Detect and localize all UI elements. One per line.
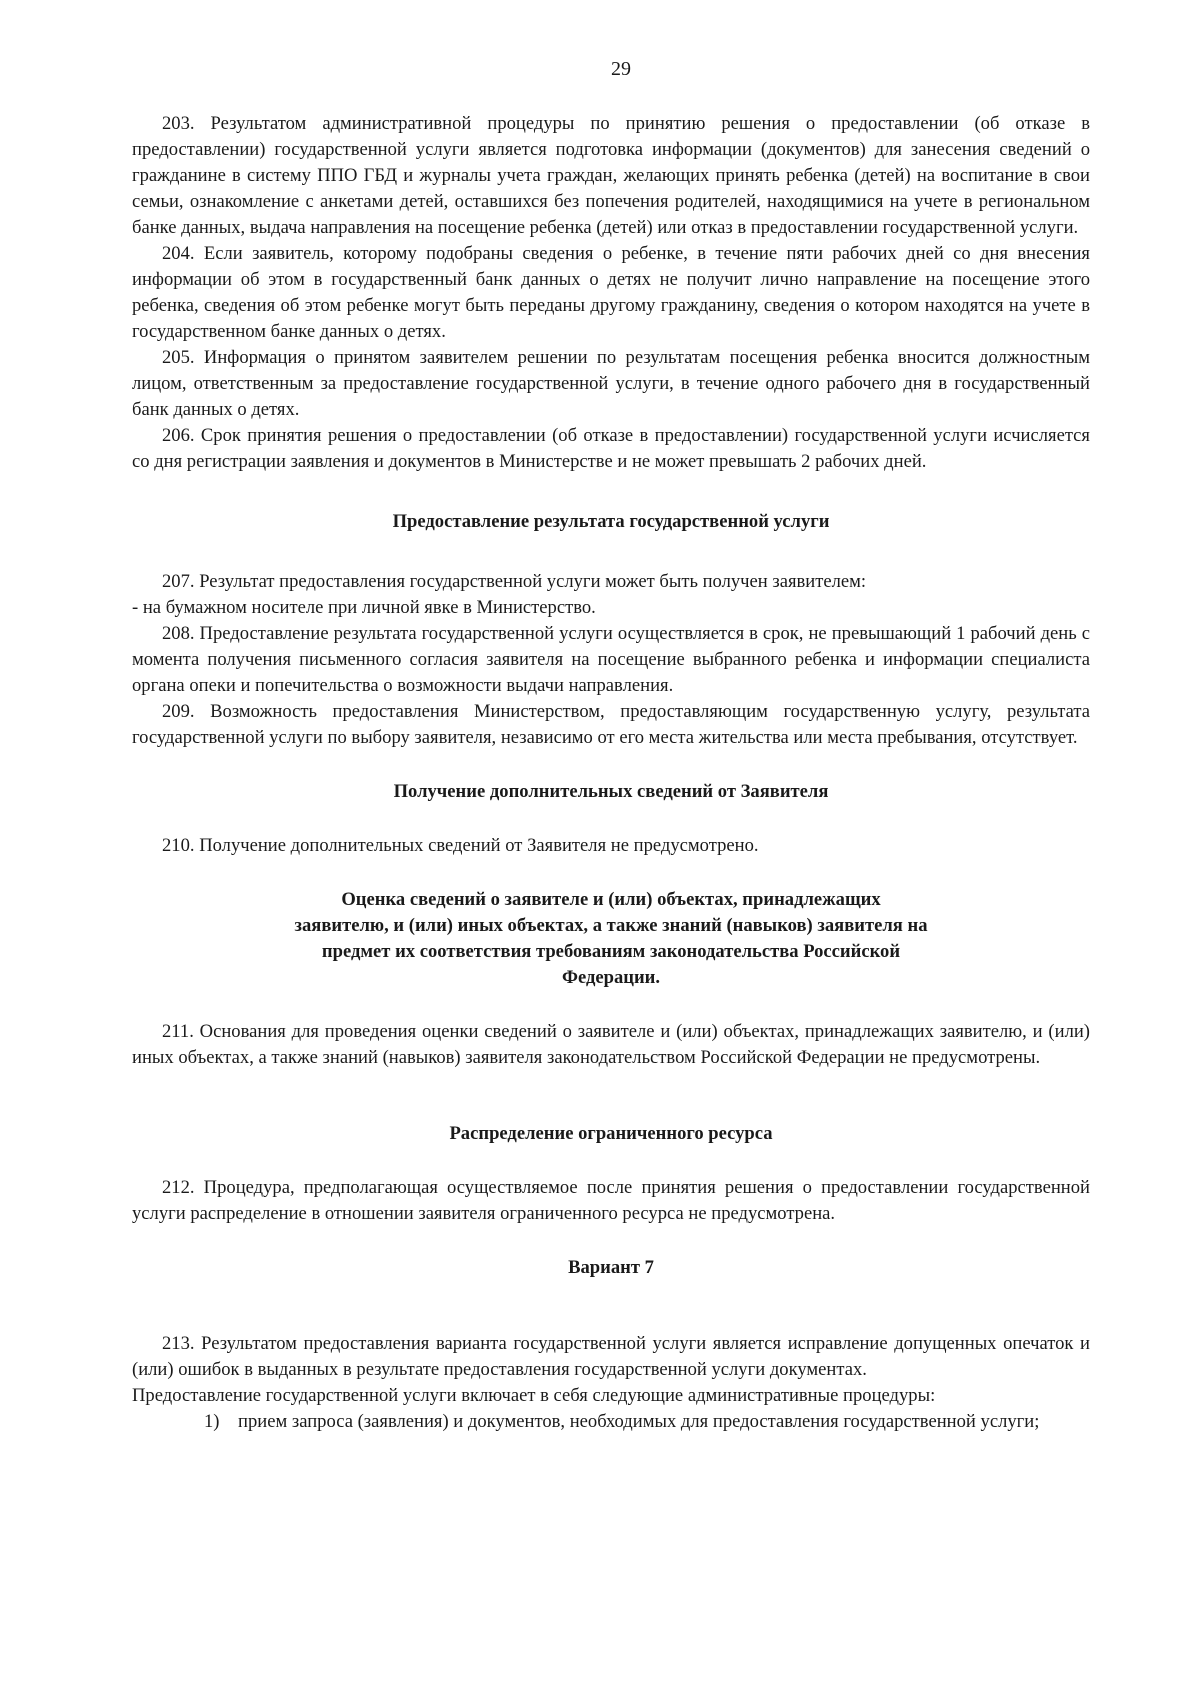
paragraph-207-item: - на бумажном носителе при личной явке в Министерство. bbox=[132, 597, 596, 618]
paragraph-203: 203. Результатом административной процедуры по принятию решения о предоставлении (об отказе в предоставлении) государственной услуги является подготовка информации (документов) для занесения сведений о гражданине в систему ППО ГБД и журналы учета граждан, желающих принять ребенка (детей) на воспитание в свои семьи, ознакомление с анкетами детей, оставшихся без попечения родителей, находящимися на учете в региональном банке данных, выдача направления на посещение ребенка (детей) или отказ в предоставлении государственной услуги. bbox=[132, 113, 1090, 238]
paragraph-208: 208. Предоставление результата государственной услуги осуществляется в срок, не превышающий 1 рабочий день с момента получения письменного согласия заявителя на посещение выбранного ребенка и информации специалиста органа опеки и попечительства о возможности выдачи направления. bbox=[132, 623, 1090, 696]
heading-assessment-line-4: Федерации. bbox=[561, 967, 661, 988]
paragraph-213: 213. Результатом предоставления варианта государственной услуги является исправление допущенных опечаток и (или) ошибок в выданных в результате предоставления государственной услуги документах. bbox=[132, 1333, 1090, 1380]
heading-result: Предоставление результата государственной услуги bbox=[392, 511, 830, 532]
heading-additional: Получение дополнительных сведений от Заявителя bbox=[393, 781, 829, 802]
paragraph-211: 211. Основания для проведения оценки сведений о заявителе и (или) объектах, принадлежащих заявителю, и (или) иных объектах, а также знаний (навыков) заявителя законодательством Российской Федерации не предусмотрены. bbox=[132, 1021, 1090, 1068]
list-item-text: прием запроса (заявления) и документов, необходимых для предоставления государственной услуги; bbox=[238, 1411, 1040, 1432]
heading-assessment-line-3: предмет их соответствия требованиям законодательства Российской bbox=[321, 941, 901, 962]
heading-variant: Вариант 7 bbox=[568, 1257, 654, 1278]
list-item-number: 1) bbox=[204, 1411, 220, 1432]
paragraph-209: 209. Возможность предоставления Министерством, предоставляющим государственную услугу, результата государственной услуги по выбору заявителя, независимо от его места жительства или места пребывания, отсутствует. bbox=[132, 701, 1090, 748]
page-number: 29 bbox=[611, 58, 631, 80]
paragraph-210: 210. Получение дополнительных сведений от Заявителя не предусмотрено. bbox=[162, 835, 759, 856]
heading-assessment-line-1: Оценка сведений о заявителе и (или) объектах, принадлежащих bbox=[341, 889, 881, 910]
paragraph-206: 206. Срок принятия решения о предоставлении (об отказе в предоставлении) государственной услуги исчисляется со дня регистрации заявления и документов в Министерстве и не может превышать 2 рабочих дней. bbox=[132, 425, 1090, 472]
paragraph-207: 207. Результат предоставления государственной услуги может быть получен заявителем: bbox=[162, 571, 867, 592]
heading-assessment-line-2: заявителю, и (или) иных объектах, а также знаний (навыков) заявителя на bbox=[294, 915, 928, 936]
paragraph-213-intro: Предоставление государственной услуги включает в себя следующие административные процедуры: bbox=[132, 1385, 936, 1406]
paragraph-205: 205. Информация о принятом заявителем решении по результатам посещения ребенка вносится должностным лицом, ответственным за предоставление государственной услуги, в течение одного рабочего дня в государственный банк данных о детях. bbox=[132, 347, 1090, 420]
heading-resource: Распределение ограниченного ресурса bbox=[449, 1123, 773, 1144]
list-item bbox=[132, 1409, 1090, 1435]
paragraph-212: 212. Процедура, предполагающая осуществляемое после принятия решения о предоставлении государственной услуги распределение в отношении заявителя ограниченного ресурса не предусмотрена. bbox=[132, 1177, 1090, 1224]
paragraph-204: 204. Если заявитель, которому подобраны сведения о ребенке, в течение пяти рабочих дней со дня внесения информации об этом в государственный банк данных о детях не получит лично направление на посещение этого ребенка, сведения об этом ребенке могут быть переданы другому гражданину, сведения о котором находятся на учете в государственном банке данных о детях. bbox=[132, 243, 1090, 342]
